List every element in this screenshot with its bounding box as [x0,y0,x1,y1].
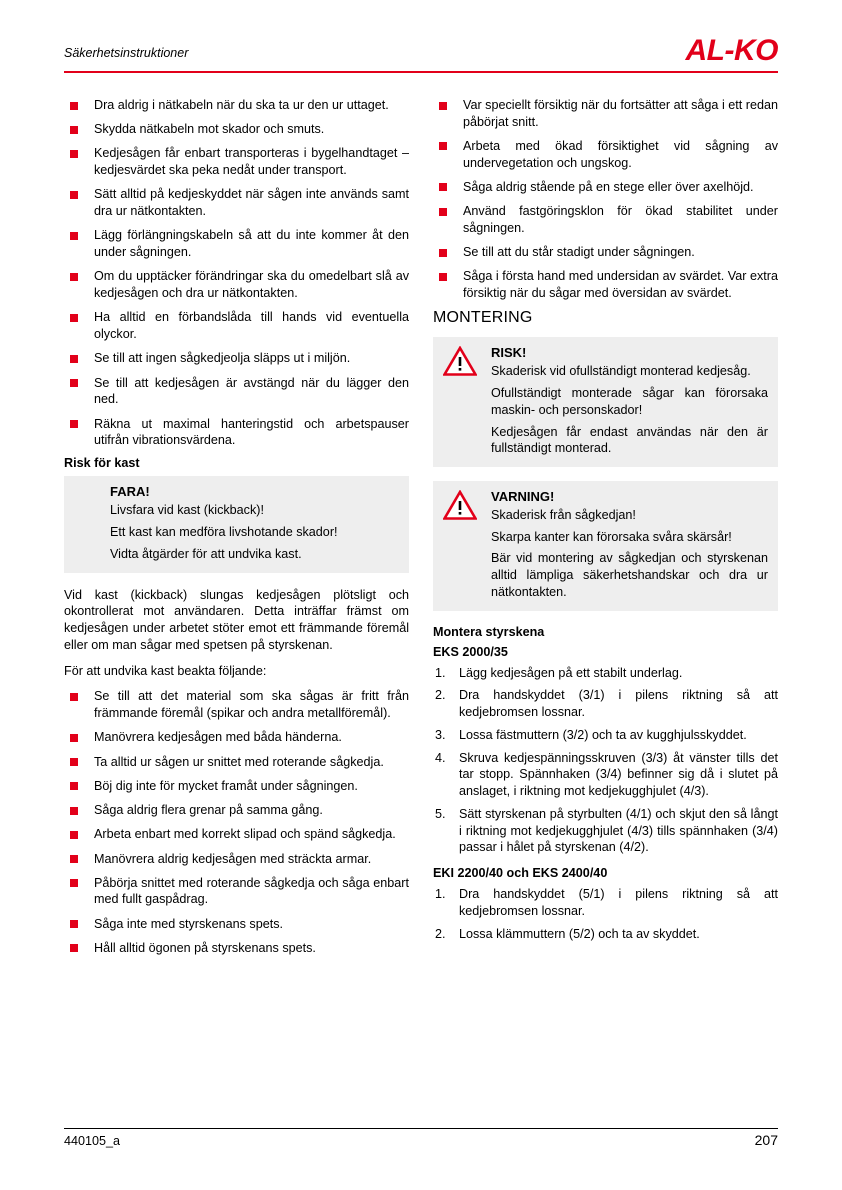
list-item: Lägg förlängningskabeln så att du inte kommer åt den under sågningen. [64,227,409,260]
list-item: Se till att det material som ska sågas är fritt från främmande föremål (spikar och andra metallföremål). [64,688,409,721]
risk-notice-line: Skaderisk vid ofullständigt monterad kedjesåg. [491,364,751,379]
list-item: Såga inte med styrskenans spets. [64,916,409,933]
danger-notice-line: Ett kast kan medföra livshotande skador! [110,525,338,540]
list-item: Såga aldrig stående på en stege eller över axelhöjd. [433,179,778,196]
list-item: Lossa fästmuttern (3/2) och ta av kugghjulsskyddet. [459,727,747,742]
list-item: Se till att kedjesågen är avstängd när du lägger den ned. [64,375,409,408]
safety-bullet-list-2 [64,688,409,956]
list-item: Om du upptäcker förändringar ska du omedelbart slå av kedjesågen och dra ur nätkontakten. [64,268,409,301]
running-head: Säkerhetsinstruktioner [64,46,189,60]
list-item: Lägg kedjesågen på ett stabilt underlag. [459,665,683,680]
list-item: Skydda nätkabeln mot skador och smuts. [64,121,409,138]
list-item: Böj dig inte för mycket framåt under sågningen. [64,778,409,795]
safety-bullet-list-3 [433,97,778,302]
kickback-paragraph: Vid kast (kickback) slungas kedjesågen plötsligt och okontrollerat mot användaren. Detta inträffar främst om kedjesågen under arbetet stöter emot ett främmande föremål eller om man sågar med spetsen på styrskenan. [64,587,409,652]
kickback-heading: Risk för kast [64,456,140,471]
list-item: Ha alltid en förbandslåda till hands vid eventuella olyckor. [64,309,409,342]
list-item: Såga i första hand med undersidan av svärdet. Var extra försiktig när du sågar med översidan av svärdet. [433,268,778,301]
list-item: Manövrera aldrig kedjesågen med sträckta armar. [64,851,409,868]
list-item: Räkna ut maximal hanteringstid och arbetspauser utifrån vibrationsvärdena. [64,416,409,449]
danger-notice-line: Livsfara vid kast (kickback)! [110,503,264,518]
page-number: 207 [754,1132,778,1148]
danger-notice-line: Vidta åtgärder för att undvika kast. [110,546,302,561]
document-number: 440105_a [64,1134,121,1148]
mount-guide-heading: Montera styrskena [433,624,545,639]
safety-bullet-list-1 [64,97,409,449]
list-item: Arbeta enbart med korrekt slipad och spänd sågkedja. [64,826,409,843]
list-item: Se till att ingen sågkedjeolja släpps ut i miljön. [64,350,409,367]
warning-notice-line: Skarpa kanter kan förorsaka svåra skärsår! [491,529,732,544]
list-item: Sätt alltid på kedjeskyddet när sågen inte används samt dra ur nätkontakten. [64,186,409,219]
section-heading-montering: MONTERING [433,309,533,327]
list-item: Manövrera kedjesågen med båda händerna. [64,729,409,746]
model-heading-eks2000: EKS 2000/35 [433,644,508,659]
footer-divider [64,1128,778,1129]
risk-notice-title: RISK! [491,345,527,361]
list-item: Arbeta med ökad försiktighet vid sågning av undervegetation och ungskog. [433,138,778,171]
list-item: Kedjesågen får enbart transporteras i bygelhandtaget – kedjesvärdet ska peka nedåt under transport. [64,145,409,178]
warning-triangle-icon [443,490,477,520]
two-column-body [64,97,778,964]
warning-notice-title: VARNING! [491,489,555,505]
list-item: Dra handskyddet (5/1) i pilens riktning så att kedjebromsen lossnar. [459,887,778,918]
list-item: Ta alltid ur sågen ur snittet med roterande sågkedja. [64,754,409,771]
avoid-kickback-intro: För att undvika kast beakta följande: [64,663,267,678]
list-item: Dra handskyddet (3/1) i pilens riktning så att kedjebromsen lossnar. [459,688,778,720]
risk-notice-line: Kedjesågen får endast användas när den är fullständigt monterad. [491,424,768,456]
steps-eki2200-eks2400 [433,886,778,942]
header-divider [64,71,778,73]
model-heading-eki2200-eks2400: EKI 2200/40 och EKS 2400/40 [433,866,608,881]
danger-notice-title: FARA! [110,484,150,500]
list-item: Var speciellt försiktig när du fortsätter att såga i ett redan påbörjat snitt. [433,97,778,130]
steps-eks2000 [433,665,778,856]
list-item: Såga aldrig flera grenar på samma gång. [64,802,409,819]
list-item: Dra aldrig i nätkabeln när du ska ta ur den ur uttaget. [64,97,409,114]
left-column [64,97,409,964]
list-item: Påbörja snittet med roterande sågkedja och såga enbart med fullt gaspådrag. [64,875,409,908]
page-header [64,34,778,78]
alko-logo: AL-KO [685,34,778,67]
danger-notice-box [64,476,409,572]
warning-notice-line: Skaderisk från sågkedjan! [491,508,636,523]
risk-notice-line: Ofullständigt monterade sågar kan förorsaka maskin- och personskador! [491,386,768,417]
list-item: Sätt styrskenan på styrbulten (4/1) och skjut den så långt i riktning mot kedjekugghjulet (4/3) tills spännhaken (3/4) passar i hålet på styrskenan (4/2). [459,806,778,855]
list-item: Se till att du står stadigt under sågningen. [433,244,778,261]
warning-notice-line: Bär vid montering av sågkedjan och styrskenan alltid lämpliga säkerhetshandskar och dra ur nätkontakten. [491,551,768,599]
warning-triangle-icon [443,346,477,376]
list-item: Håll alltid ögonen på styrskenans spets. [64,940,409,957]
page-footer [64,1128,778,1152]
list-item: Lossa klämmuttern (5/2) och ta av skyddet. [459,926,700,941]
list-item: Skruva kedjespänningsskruven (3/3) åt vänster tills det tar stopp. Spännhaken (3/4) befinner sig då i slutet på anslaget, i riktning mot kedjekugghjulet (4/3). [459,750,778,799]
risk-notice-box [433,337,778,467]
right-column [433,97,778,964]
list-item: Använd fastgöringsklon för ökad stabilitet under sågningen. [433,203,778,236]
warning-notice-box [433,481,778,611]
